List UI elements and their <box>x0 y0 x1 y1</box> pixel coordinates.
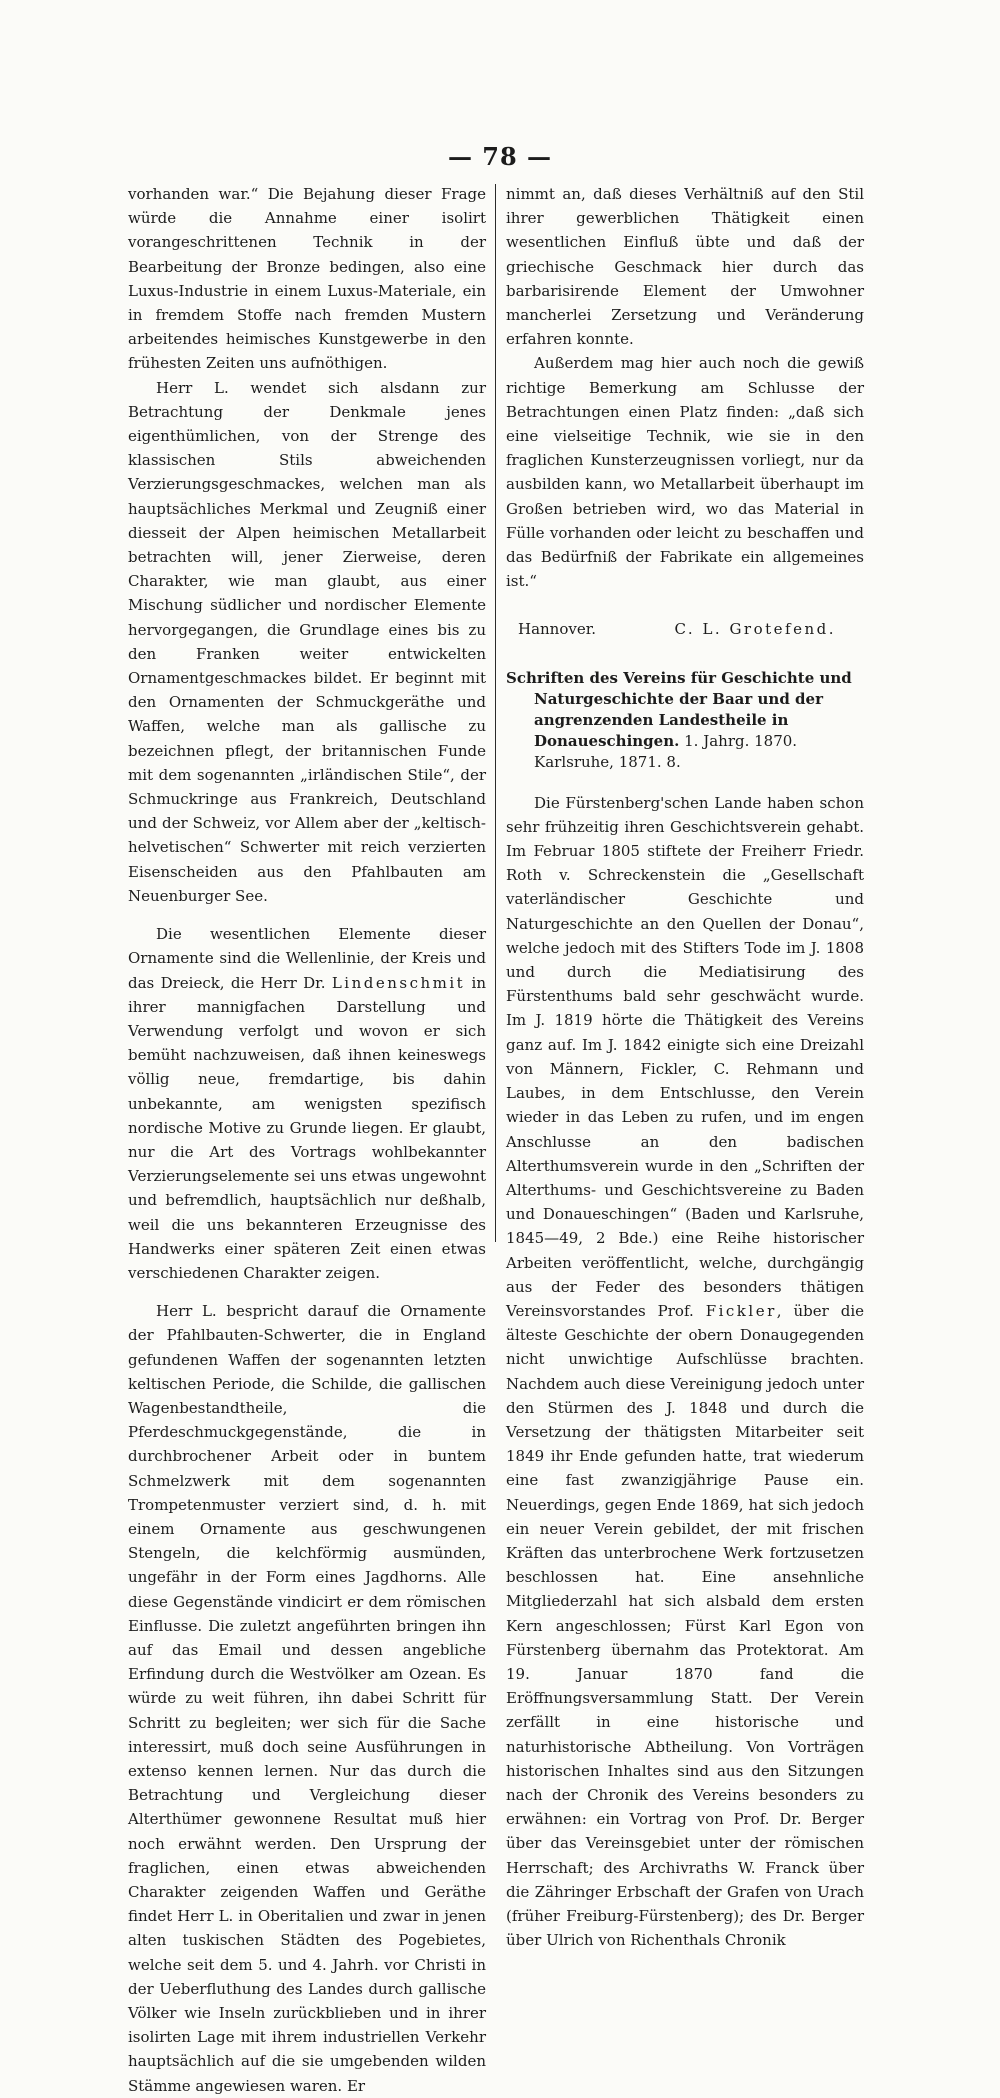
signature-place: Hannover. <box>518 620 597 639</box>
person-name: Fickler <box>705 1301 777 1320</box>
review-heading <box>506 668 864 773</box>
paragraph-text: , über die älteste Geschichte der obern Donaugegenden nicht unwichtige Aufschlüsse brachten. Nachdem auch diese Vereinigung jedoch unter den Stürmen des J. 1848 und durch die Versetzung der thätigsten Mitarbeiter seit 1849 ihr Ende gefunden hatte, trat wiederum eine fast zwanzigjährige Pause ein. Neuerdings, gegen Ende 1869, hat sich jedoch ein neuer Verein gebildet, der mit frischen Kräften das unterbrochene Werk fortzusetzen beschlossen hat. Eine ansehnliche Mitgliederzahl hat sich alsbald dem ersten Kern angeschlossen; Fürst Karl Egon von Fürstenberg übernahm das Protektorat. Am 19. Januar 1870 fand die Eröffnungsversammlung Statt. Der Verein zerfällt in eine historische und naturhistorische Abtheilung. Von Vorträgen historischen Inhaltes sind aus den Sitzungen nach der Chronik des Vereins besonders zu erwähnen: ein Vortrag von Prof. Dr. Berger über das Vereinsgebiet unter der römischen Herrschaft; des Archivraths W. Franck über die Zähringer Erbschaft der Grafen von Urach (früher Freiburg-Fürstenberg); des Dr. Berger über Ulrich von Richenthals Chronik <box>506 1301 864 1950</box>
paragraph: Herr L. wendet sich alsdann zur Betrachtung der Denkmale jenes eigenthümlichen, von der Strenge des klassischen Stils abweichenden Verzierungsgeschmackes, welchen man als hauptsächliches Merkmal und Zeugniß einer diesseit der Alpen heimischen Metallarbeit betrachten will, jener Zierweise, deren Charakter, wie man glaubt, aus einer Mischung südlicher und nordischer Elemente hervorgegangen, die Grundlage eines bis zu den Franken weiter entwickelten Ornamentgeschmackes bildet. Er beginnt mit den Ornamenten der Schmuckgeräthe und Waffen, welche man als gallische zu bezeichnen pflegt, der britannischen Funde mit dem sogenannten „irländischen Stile“, der Schmuckringe aus Frankreich, Deutschland und der Schweiz, vor Allem aber der „keltisch-helvetischen“ Schwerter mit reich verzierten Eisenscheiden aus den Pfahlbauten am Neuenburger See. <box>128 378 486 905</box>
right-column <box>506 182 864 1952</box>
paragraph: nimmt an, daß dieses Verhältniß auf den Stil ihrer gewerblichen Thätigkeit einen wesentlichen Einfluß übte und daß der griechische Geschmack hier durch das barbarisirende Element der Umwohner mancherlei Zersetzung und Veränderung erfahren konnte. <box>506 185 864 349</box>
paragraph: vorhanden war.“ Die Bejahung dieser Frage würde die Annahme einer isolirt vorangeschrittenen Technik in der Bearbeitung der Bronze bedingen, also eine Luxus-Industrie in einem Luxus-Materiale, ein in fremdem Stoffe nach fremden Mustern arbeitendes heimisches Kunstgewerbe in den frühesten Zeiten uns aufnöthigen. <box>128 185 486 373</box>
review-meta: 1. Jahrg. 1870. Karlsruhe, 1871. 8. <box>534 731 798 771</box>
signature-line <box>506 617 864 641</box>
paragraph-text: Die wesentlichen Elemente dieser Ornamente sind die Wellenlinie, der Kreis und das Dreieck, die Herr Dr. <box>128 925 486 992</box>
paragraph: Außerdem mag hier auch noch die gewiß richtige Bemerkung am Schlusse der Betrachtungen einen Platz finden: „daß sich eine vielseitige Technik, wie sie in den fraglichen Kunsterzeugnissen vorliegt, nur da ausbilden kann, wo Metallarbeit überhaupt im Großen betrieben wird, wo das Material in Fülle vorhanden oder leicht zu beschaffen und das Bedürfniß der Fabrikate ein allgemeines ist.“ <box>506 354 864 591</box>
signature-name: C. L. Grotefend. <box>674 620 836 639</box>
paragraph-text: in ihrer mannigfachen Darstellung und Verwendung verfolgt und wovon er sich bemüht nachzuweisen, daß ihnen keineswegs völlig neue, fremdartige, bis dahin unbekannte, am wenigsten spezifisch nordische Motive zu Grunde liegen. Er glaubt, nur die Art des Vortrags wohlbekannter Verzierungselemente sei uns etwas ungewohnt und befremdlich, hauptsächlich nur deßhalb, weil die uns bekannteren Erzeugnisse des Handwerks einer späteren Zeit einen etwas verschiedenen Charakter zeigen. <box>128 973 486 1282</box>
column-divider <box>495 184 496 1242</box>
paragraph-text: Die Fürstenberg'schen Lande haben schon sehr frühzeitig ihren Geschichtsverein gehabt. Im Februar 1805 stiftete der Freiherr Friedr. Roth v. Schreckenstein die „Gesellschaft vaterländischer Geschichte und Naturgeschichte an den Quellen der Donau“, welche jedoch mit des Stifters Tode im J. 1808 und durch die Mediatisirung des Fürstenthums bald sehr geschwächt wurde. Im J. 1819 hörte die Thätigkeit des Vereins ganz auf. Im J. 1842 einigte sich eine Dreizahl von Männern, Fickler, C. Rehmann und Laubes, in dem Entschlusse, den Verein wieder in das Leben zu rufen, und im engen Anschlusse an den badischen Alterthumsverein wurde in den „Schriften der Alterthums- und Geschichtsvereine zu Baden und Donaueschingen“ (Baden und Karlsruhe, 1845—49, 2 Bde.) eine Reihe historischer Arbeiten veröffentlicht, welche, durchgängig aus der Feder des besonders thätigen Vereinsvorstandes Prof. <box>506 793 864 1320</box>
review-title: Schriften des Vereins für Geschichte und Naturgeschichte der Baar und der angrenzenden Landestheile in Donaueschingen. <box>506 668 852 750</box>
paragraph <box>506 791 864 1953</box>
paragraph: Herr L. bespricht darauf die Ornamente der Pfahlbauten-Schwerter, die in England gefundenen Waffen der sogenannten letzten keltischen Periode, die Schilde, die gallischen Wagenbestandtheile, die Pferdeschmuckgegenstände, die in durchbrochener Arbeit oder in buntem Schmelzwerk mit dem sogenannten Trompetenmuster verziert sind, d. h. mit einem Ornamente aus geschwungenen Stengeln, die kelchförmig ausmünden, ungefähr in der Form eines Jagdhorns. Alle diese Gegenstände vindicirt er dem römischen Einflusse. Die zuletzt angeführten bringen ihn auf das Email und dessen angebliche Erfindung durch die Westvölker am Ozean. Es würde zu weit führen, ihn dabei Schritt für Schritt zu begleiten; wer sich für die Sache interessirt, muß doch seine Ausführungen in extenso kennen lernen. Nur das durch die Betrachtung und Vergleichung dieser Alterthümer gewonnene Resultat muß hier noch erwähnt werden. Den Ursprung der fraglichen, einen etwas abweichenden Charakter zeigenden Waffen und Geräthe findet Herr L. in Oberitalien und zwar in jenen alten tuskischen Städten des Pogebietes, welche seit dem 5. und 4. Jahrh. vor Christi in der Ueberfluthung des Landes durch gallische Völker wie Inseln zurückblieben und in ihrer isolirten Lage mit ihrem industriellen Verkehr hauptsächlich auf die sie umgebenden wilden Stämme angewiesen waren. Er <box>128 1302 486 2095</box>
person-name: Lindenschmit <box>331 973 466 992</box>
left-column <box>128 182 486 2098</box>
page-number: — 78 — <box>447 142 553 171</box>
paragraph <box>128 922 486 1285</box>
